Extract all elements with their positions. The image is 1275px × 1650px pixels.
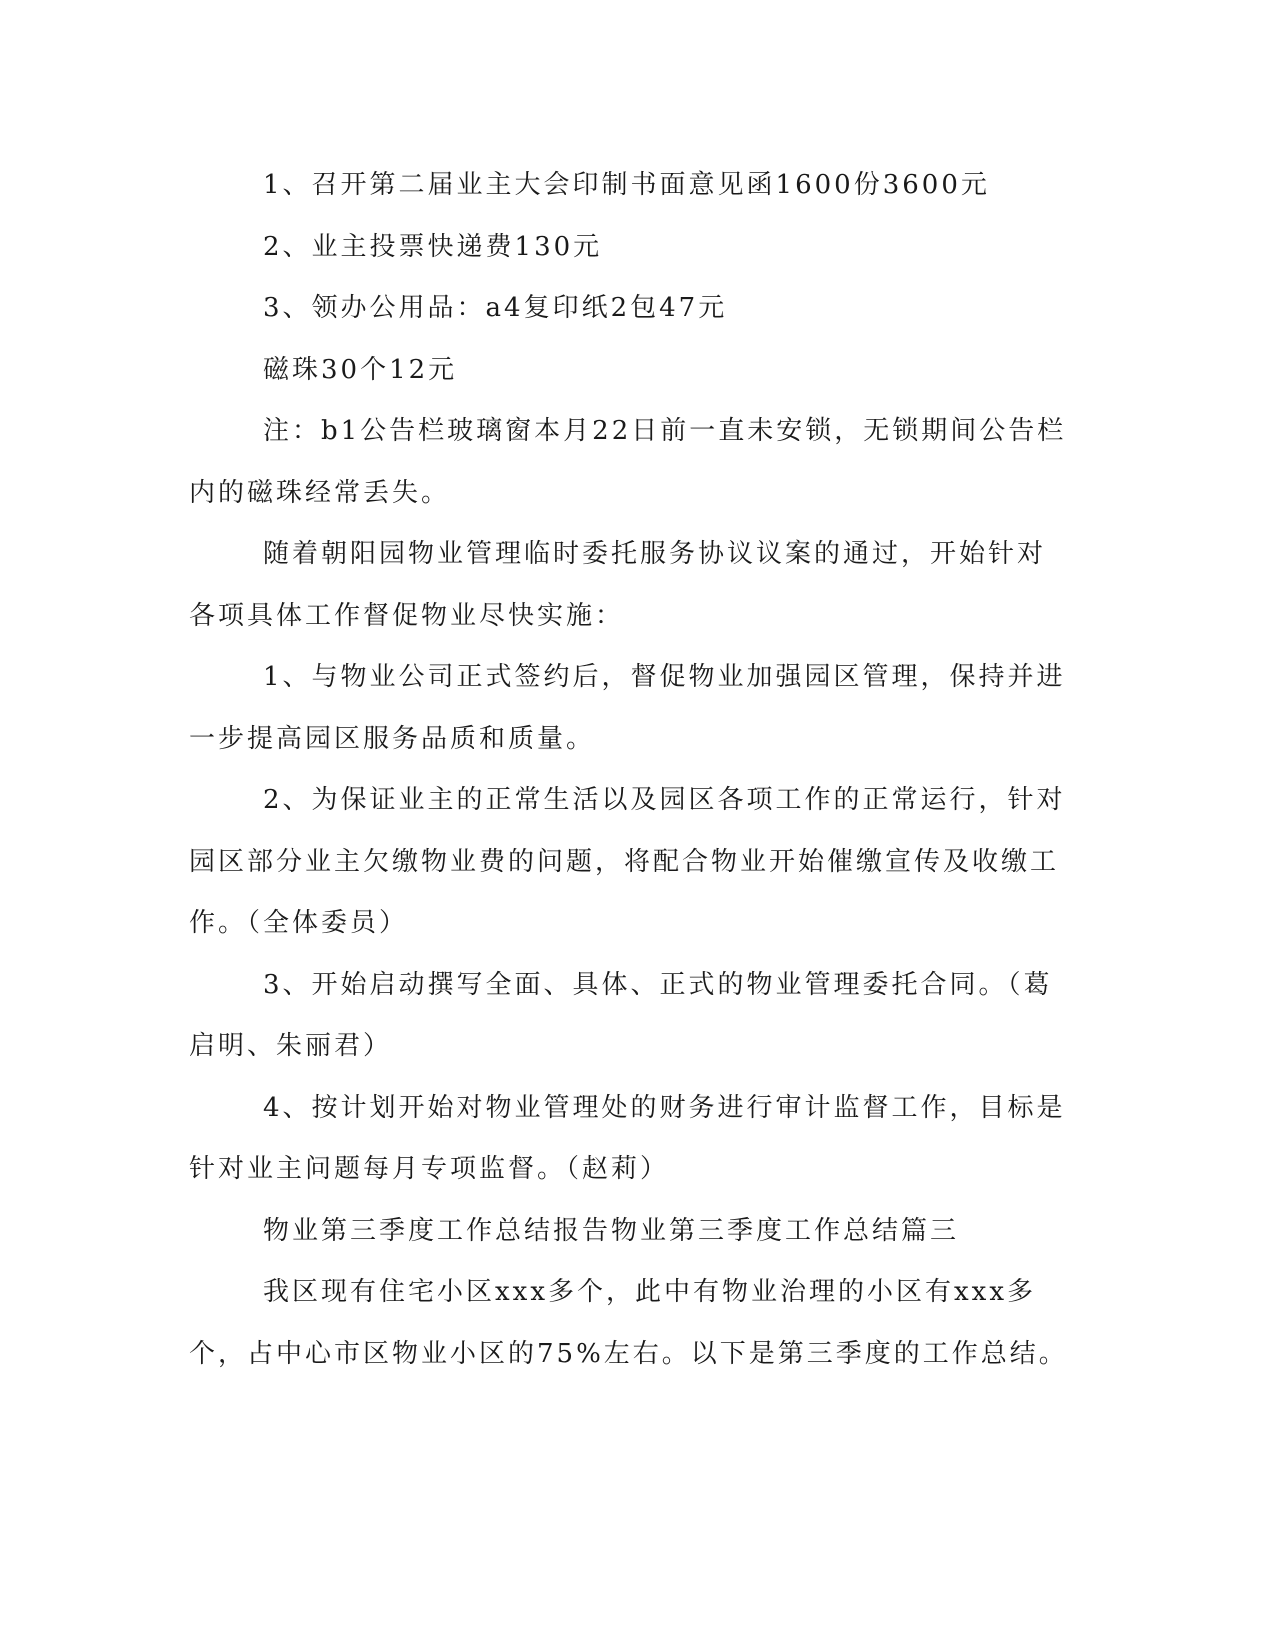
paragraph-expense-2: 2、业主投票快递费130元 (263, 231, 603, 262)
paragraph-magnets: 磁珠30个12元 (263, 354, 458, 385)
paragraph-note: 注：b1公告栏玻璃窗本月22日前一直未安锁，无锁期间公告栏内的磁珠经常丢失。 (189, 416, 1067, 508)
paragraph-intro: 随着朝阳园物业管理临时委托服务协议议案的通过，开始针对各项具体工作督促物业尽快实施： (189, 539, 1047, 631)
paragraph-expense-3: 3、领办公用品：a4复印纸2包47元 (263, 293, 728, 323)
paragraph-task-4: 4、按计划开始对物业管理处的财务进行审计监督工作，目标是针对业主问题每月专项监督。（赵莉） (189, 1092, 1066, 1184)
document-body (189, 155, 1069, 1385)
paragraph-task-3: 3、开始启动撰写全面、具体、正式的物业管理委托合同。（葛启明、朱丽君） (189, 969, 1053, 1061)
section-heading: 物业第三季度工作总结报告物业第三季度工作总结篇三 (263, 1215, 960, 1246)
paragraph-expense-1: 1、召开第二届业主大会印制书面意见函1600份3600元 (263, 170, 990, 200)
paragraph-task-2: 2、为保证业主的正常生活以及园区各项工作的正常运行，针对园区部分业主欠缴物业费的问题，将配合物业开始催缴宣传及收缴工作。（全体委员） (189, 785, 1066, 938)
paragraph-task-1: 1、与物业公司正式签约后，督促物业加强园区管理，保持并进一步提高园区服务品质和质量。 (189, 662, 1066, 754)
paragraph-summary: 我区现有住宅小区xxx多个，此中有物业治理的小区有xxx多个，占中心市区物业小区的75%左右。以下是第三季度的工作总结。 (189, 1277, 1068, 1369)
